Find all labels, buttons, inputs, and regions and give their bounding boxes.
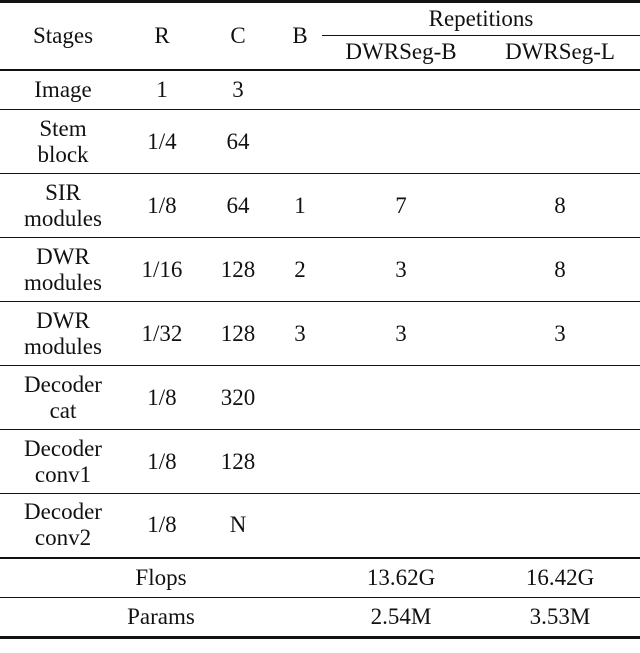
stage-cell	[0, 174, 126, 238]
c-cell: 128	[198, 430, 278, 494]
table-row	[0, 494, 640, 558]
r-cell: 1/4	[126, 110, 198, 174]
rep-l-cell	[480, 494, 640, 558]
c-cell: 128	[198, 238, 278, 302]
header-c: C	[230, 22, 246, 48]
c-cell: 64	[198, 110, 278, 174]
b-cell: 1	[278, 174, 322, 238]
rep-b-cell	[322, 70, 480, 110]
table-row	[0, 238, 640, 302]
b-cell	[278, 494, 322, 558]
stage-line-2: conv2	[34, 525, 92, 551]
params-b-value: 2.54M	[322, 598, 480, 638]
header-r: R	[154, 22, 170, 48]
table-row	[0, 302, 640, 366]
stage-line-1: Decoder	[24, 499, 102, 525]
stage-line-2: conv1	[34, 461, 92, 487]
rep-b-cell	[322, 366, 480, 430]
rep-b-cell: 3	[322, 238, 480, 302]
r-cell: 1/8	[126, 174, 198, 238]
stage-cell	[0, 110, 126, 174]
r-cell: 1/8	[126, 494, 198, 558]
stage-cell: Image	[0, 70, 126, 110]
c-cell: 64	[198, 174, 278, 238]
rep-l-cell: 3	[480, 302, 640, 366]
stage-line-1: Stem	[39, 115, 87, 141]
params-row	[0, 598, 640, 638]
table-row	[0, 174, 640, 238]
c-cell: 3	[198, 70, 278, 110]
r-cell: 1/8	[126, 366, 198, 430]
stage-line-2: modules	[24, 205, 102, 231]
table-row	[0, 366, 640, 430]
header-stages: Stages	[32, 22, 94, 48]
b-cell	[278, 70, 322, 110]
rep-l-cell	[480, 430, 640, 494]
stage-line-1: DWR	[36, 307, 90, 333]
stage-cell	[0, 494, 126, 558]
stage-cell	[0, 366, 126, 430]
stage-line-1: Decoder	[24, 435, 102, 461]
header-row-top	[0, 2, 640, 36]
c-cell: N	[198, 494, 278, 558]
r-cell: 1	[126, 70, 198, 110]
stage-line-1: DWR	[36, 243, 90, 269]
rep-l-cell	[480, 110, 640, 174]
stage-line-2: modules	[24, 333, 102, 359]
rep-b-cell	[322, 110, 480, 174]
stage-line-2: modules	[24, 269, 102, 295]
c-cell: 128	[198, 302, 278, 366]
r-cell: 1/8	[126, 430, 198, 494]
rep-l-cell	[480, 70, 640, 110]
table-row	[0, 430, 640, 494]
header-dwrseg-l: DWRSeg-L	[505, 39, 615, 65]
rep-b-cell	[322, 494, 480, 558]
header-dwrseg-b: DWRSeg-B	[345, 39, 457, 65]
stage-line-2: cat	[49, 397, 77, 423]
rep-l-cell	[480, 366, 640, 430]
table-row	[0, 110, 640, 174]
rep-b-cell	[322, 430, 480, 494]
params-label: Params	[0, 598, 322, 638]
stage-cell	[0, 430, 126, 494]
rep-l-cell: 8	[480, 174, 640, 238]
params-l-value: 3.53M	[480, 598, 640, 638]
rep-l-cell: 8	[480, 238, 640, 302]
stage-line-1: SIR	[45, 179, 81, 205]
rep-b-cell: 3	[322, 302, 480, 366]
header-repetitions: Repetitions	[322, 2, 640, 36]
flops-b-value: 13.62G	[322, 558, 480, 598]
r-cell: 1/16	[126, 238, 198, 302]
b-cell	[278, 430, 322, 494]
b-cell	[278, 366, 322, 430]
stage-line-2: block	[37, 141, 89, 167]
flops-label: Flops	[0, 558, 322, 598]
flops-l-value: 16.42G	[480, 558, 640, 598]
table-row	[0, 70, 640, 110]
stage-line-1: Decoder	[24, 371, 102, 397]
b-cell: 3	[278, 302, 322, 366]
c-cell: 320	[198, 366, 278, 430]
stage-cell	[0, 238, 126, 302]
r-cell: 1/32	[126, 302, 198, 366]
header-b: B	[292, 22, 308, 48]
stage-cell	[0, 302, 126, 366]
rep-b-cell: 7	[322, 174, 480, 238]
flops-row	[0, 558, 640, 598]
b-cell	[278, 110, 322, 174]
b-cell: 2	[278, 238, 322, 302]
